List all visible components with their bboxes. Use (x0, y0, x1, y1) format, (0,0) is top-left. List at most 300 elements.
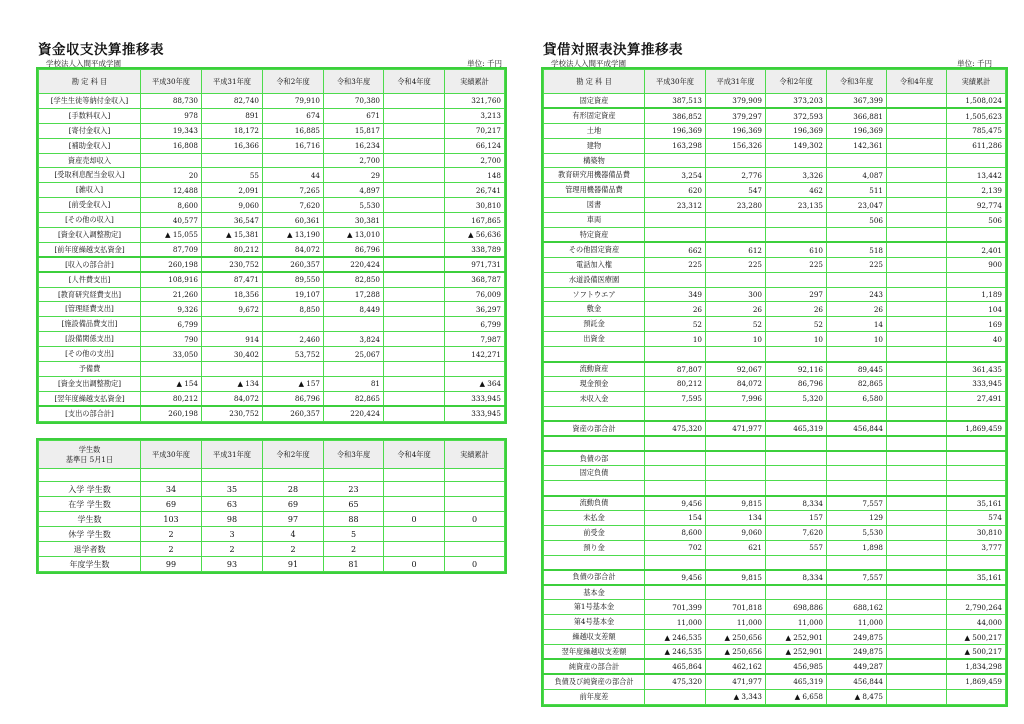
cash-flow-cell: 82,865 (324, 391, 384, 406)
balance-cell (827, 436, 887, 451)
balance-cell: 104 (947, 302, 1006, 317)
student-cell: 34 (141, 482, 202, 497)
balance-cell: 44,000 (947, 615, 1006, 630)
cash-flow-cell (384, 123, 445, 138)
balance-row (544, 659, 1006, 674)
cash-flow-cell: 6,799 (141, 317, 202, 332)
balance-cell: 9,060 (706, 525, 766, 540)
balance-cell: ▲ 252,901 (766, 644, 827, 659)
balance-cell: 465,864 (645, 659, 706, 674)
cash-flow-header-5: 令和4年度 (384, 70, 445, 94)
balance-cell (706, 228, 766, 243)
cash-flow-cell (445, 362, 505, 377)
balance-row (544, 332, 1006, 347)
balance-cell (706, 213, 766, 228)
cash-flow-cell: 6,799 (445, 317, 505, 332)
balance-cell: 2,401 (947, 242, 1006, 257)
balance-cell (706, 466, 766, 481)
cash-flow-cell (263, 153, 324, 168)
balance-row-label: 負債及び純資産の部合計 (544, 674, 645, 689)
balance-cell: 10 (645, 332, 706, 347)
cash-flow-cell (324, 317, 384, 332)
balance-row (544, 600, 1006, 615)
balance-cell: 5,320 (766, 391, 827, 406)
balance-cell: ▲ 246,535 (645, 644, 706, 659)
balance-row (544, 302, 1006, 317)
student-cell (384, 497, 445, 512)
balance-cell (887, 585, 947, 600)
cash-flow-cell (384, 362, 445, 377)
student-cell: 2 (324, 542, 384, 557)
balance-cell (766, 347, 827, 362)
student-cell: 28 (263, 482, 324, 497)
cash-flow-cell: 368,787 (445, 272, 505, 287)
cash-flow-row-label: [手数料収入] (39, 108, 141, 123)
cash-flow-cell: 971,731 (445, 257, 505, 272)
student-cell: 93 (202, 557, 263, 572)
cash-flow-cell: 21,260 (141, 287, 202, 302)
balance-cell: 449,287 (827, 659, 887, 674)
balance-cell (887, 674, 947, 689)
cash-flow-cell (384, 183, 445, 198)
balance-cell: ▲ 246,535 (645, 630, 706, 645)
balance-row-label: 管理用機器備品費 (544, 183, 645, 198)
balance-cell: 373,203 (766, 94, 827, 109)
balance-cell: 900 (947, 257, 1006, 272)
balance-cell: 2,139 (947, 183, 1006, 198)
balance-cell (887, 406, 947, 421)
balance-cell: ▲ 250,656 (706, 644, 766, 659)
cash-flow-cell: ▲ 364 (445, 376, 505, 391)
balance-row-label: 現金預金 (544, 376, 645, 391)
balance-cell (827, 228, 887, 243)
cash-flow-cell: 9,060 (202, 198, 263, 213)
student-cell: 91 (263, 557, 324, 572)
balance-cell: 1,898 (827, 540, 887, 555)
cash-flow-row (39, 302, 505, 317)
balance-cell: ▲ 250,656 (706, 630, 766, 645)
cash-flow-cell: 88,730 (141, 94, 202, 109)
balance-cell: 5,530 (827, 525, 887, 540)
balance-row (544, 525, 1006, 540)
balance-row (544, 183, 1006, 198)
balance-cell: 3,254 (645, 168, 706, 183)
cash-flow-row-label: [資金収入調整勘定] (39, 228, 141, 243)
cash-flow-cell: 108,916 (141, 272, 202, 287)
balance-cell (706, 272, 766, 287)
balance-cell (887, 94, 947, 109)
balance-row-label (544, 481, 645, 496)
balance-cell: 620 (645, 183, 706, 198)
balance-cell (766, 451, 827, 466)
student-row-label: 退学者数 (39, 542, 141, 557)
cash-flow-cell: 20 (141, 168, 202, 183)
student-cell: 81 (324, 557, 384, 572)
balance-row (544, 391, 1006, 406)
balance-cell (887, 600, 947, 615)
balance-row (544, 153, 1006, 168)
balance-row-label: 車両 (544, 213, 645, 228)
cash-flow-row (39, 123, 505, 138)
balance-cell: 547 (706, 183, 766, 198)
cash-flow-cell: 2,091 (202, 183, 263, 198)
balance-row (544, 123, 1006, 138)
cash-flow-cell: ▲ 15,381 (202, 228, 263, 243)
balance-cell (887, 317, 947, 332)
balance-row-label: 敷金 (544, 302, 645, 317)
balance-header-0: 勘 定 科 目 (544, 70, 645, 94)
balance-cell (827, 347, 887, 362)
balance-cell (645, 689, 706, 704)
balance-row-label: 未払金 (544, 510, 645, 525)
cash-flow-header-1: 平成30年度 (141, 70, 202, 94)
cash-flow-cell: 4,897 (324, 183, 384, 198)
balance-row-label: 電話加入権 (544, 257, 645, 272)
balance-cell: 379,297 (706, 108, 766, 123)
balance-row-label: 前年度差 (544, 689, 645, 704)
balance-cell: 23,312 (645, 198, 706, 213)
balance-cell (947, 481, 1006, 496)
balance-cell (887, 525, 947, 540)
balance-cell (887, 332, 947, 347)
balance-cell (706, 436, 766, 451)
student-cell: 2 (141, 527, 202, 542)
balance-row-label: 預り金 (544, 540, 645, 555)
cash-flow-cell: 82,740 (202, 94, 263, 109)
balance-cell: 157 (766, 510, 827, 525)
cash-flow-row (39, 391, 505, 406)
cash-flow-cell: 8,850 (263, 302, 324, 317)
balance-cell (887, 555, 947, 570)
cash-flow-cell (384, 108, 445, 123)
balance-cell: 156,326 (706, 138, 766, 153)
balance-cell: 26 (827, 302, 887, 317)
cash-flow-cell: 76,009 (445, 287, 505, 302)
balance-cell (887, 451, 947, 466)
balance-cell: 333,945 (947, 376, 1006, 391)
balance-row-label: 流動資産 (544, 362, 645, 377)
cash-flow-row-label: [設備関係支出] (39, 332, 141, 347)
student-cell (384, 482, 445, 497)
balance-cell: 611,286 (947, 138, 1006, 153)
balance-cell (947, 272, 1006, 287)
cash-flow-cell: 80,212 (141, 391, 202, 406)
balance-cell: 574 (947, 510, 1006, 525)
cash-flow-row-label: [施設備品費支出] (39, 317, 141, 332)
student-header-cell (39, 441, 141, 469)
cash-flow-cell: 12,488 (141, 183, 202, 198)
student-row (39, 542, 505, 557)
balance-cell: 1,869,459 (947, 421, 1006, 436)
balance-cell: 1,508,024 (947, 94, 1006, 109)
student-cell: 98 (202, 512, 263, 527)
cash-flow-cell: 3,824 (324, 332, 384, 347)
balance-cell (887, 659, 947, 674)
student-spacer-cell (384, 469, 445, 482)
balance-cell: 557 (766, 540, 827, 555)
balance-cell: 7,557 (827, 496, 887, 511)
student-cell (445, 527, 505, 542)
balance-cell (645, 436, 706, 451)
balance-row-label: 教育研究用機器備品費 (544, 168, 645, 183)
balance-row-label: 特定資産 (544, 228, 645, 243)
cash-flow-cell (384, 198, 445, 213)
balance-cell (947, 451, 1006, 466)
balance-cell (887, 123, 947, 138)
balance-row (544, 585, 1006, 600)
student-spacer-cell (445, 469, 505, 482)
balance-cell (645, 466, 706, 481)
balance-cell: 7,595 (645, 391, 706, 406)
balance-cell (645, 585, 706, 600)
cash-flow-row (39, 242, 505, 257)
balance-cell: 386,852 (645, 108, 706, 123)
balance-cell (706, 347, 766, 362)
student-cell (445, 497, 505, 512)
balance-cell: 7,996 (706, 391, 766, 406)
cash-flow-cell: 3,213 (445, 108, 505, 123)
cash-flow-cell: 84,072 (202, 391, 263, 406)
balance-cell: 471,977 (706, 421, 766, 436)
cash-flow-cell: 2,700 (324, 153, 384, 168)
cash-flow-cell: 260,198 (141, 257, 202, 272)
cash-flow-cell: 333,945 (445, 406, 505, 421)
cash-flow-row-label: [前受金収入] (39, 198, 141, 213)
student-header-label: 学生数 (78, 444, 101, 454)
cash-flow-cell (141, 153, 202, 168)
balance-cell (827, 153, 887, 168)
balance-cell (766, 585, 827, 600)
balance-row-label: 固定負債 (544, 466, 645, 481)
cash-flow-cell: 84,072 (263, 242, 324, 257)
cash-flow-cell: 81 (324, 376, 384, 391)
cash-flow-row (39, 376, 505, 391)
balance-cell: 506 (827, 213, 887, 228)
right-title: 貸借対照表決算推移表 (543, 42, 683, 58)
balance-cell: 163,298 (645, 138, 706, 153)
cash-flow-row (39, 406, 505, 421)
balance-cell (645, 451, 706, 466)
student-row (39, 512, 505, 527)
balance-row-label: 未収入金 (544, 391, 645, 406)
cash-flow-cell: 7,620 (263, 198, 324, 213)
balance-cell (887, 376, 947, 391)
student-cell: 69 (141, 497, 202, 512)
cash-flow-cell: 29 (324, 168, 384, 183)
balance-row (544, 570, 1006, 585)
balance-cell (706, 481, 766, 496)
balance-cell: ▲ 3,343 (706, 689, 766, 704)
balance-row (544, 555, 1006, 570)
cash-flow-cell (384, 168, 445, 183)
cash-flow-cell: 17,288 (324, 287, 384, 302)
student-cell: 2 (141, 542, 202, 557)
balance-cell (887, 168, 947, 183)
cash-flow-cell: 55 (202, 168, 263, 183)
balance-cell (887, 108, 947, 123)
student-spacer-cell (263, 469, 324, 482)
cash-flow-cell: 260,357 (263, 406, 324, 421)
cash-flow-cell (324, 362, 384, 377)
cash-flow-cell: 26,741 (445, 183, 505, 198)
balance-row (544, 228, 1006, 243)
balance-cell: ▲ 500,217 (947, 630, 1006, 645)
balance-row (544, 510, 1006, 525)
balance-row-label (544, 347, 645, 362)
balance-row-label: 資産の部合計 (544, 421, 645, 436)
cash-flow-cell (384, 347, 445, 362)
cash-flow-row (39, 317, 505, 332)
balance-cell (947, 228, 1006, 243)
cash-flow-cell: 978 (141, 108, 202, 123)
balance-cell: 80,212 (645, 376, 706, 391)
balance-row-label: ソフトウエア (544, 287, 645, 302)
cash-flow-cell (384, 153, 445, 168)
balance-row (544, 406, 1006, 421)
balance-row (544, 287, 1006, 302)
balance-cell: 465,319 (766, 674, 827, 689)
cash-flow-row-label: [管理経費支出] (39, 302, 141, 317)
balance-cell: 471,977 (706, 674, 766, 689)
cash-flow-row-label: [受取利息配当金収入] (39, 168, 141, 183)
balance-cell (766, 272, 827, 287)
cash-flow-cell: 53,752 (263, 347, 324, 362)
balance-cell: 475,320 (645, 674, 706, 689)
cash-flow-cell: 338,789 (445, 242, 505, 257)
balance-row (544, 630, 1006, 645)
balance-cell (887, 644, 947, 659)
student-cell: 35 (202, 482, 263, 497)
student-base-date: 基準日 5月1日 (65, 454, 114, 464)
balance-cell (947, 153, 1006, 168)
balance-cell: 11,000 (827, 615, 887, 630)
balance-cell: 3,777 (947, 540, 1006, 555)
student-cell: 103 (141, 512, 202, 527)
balance-row (544, 451, 1006, 466)
cash-flow-cell: ▲ 15,055 (141, 228, 202, 243)
balance-cell: 225 (827, 257, 887, 272)
balance-row-label: 負債の部合計 (544, 570, 645, 585)
cash-flow-cell: 19,343 (141, 123, 202, 138)
cash-flow-cell: 40,577 (141, 213, 202, 228)
cash-flow-row (39, 272, 505, 287)
balance-row-label: 繰越収支差額 (544, 630, 645, 645)
student-row-label: 年度学生数 (39, 557, 141, 572)
cash-flow-row-label: [雑収入] (39, 183, 141, 198)
cash-flow-cell: 86,796 (263, 391, 324, 406)
balance-cell (887, 153, 947, 168)
cash-flow-row (39, 153, 505, 168)
balance-cell: 243 (827, 287, 887, 302)
balance-cell: 8,334 (766, 496, 827, 511)
balance-cell: 23,047 (827, 198, 887, 213)
balance-cell: 169 (947, 317, 1006, 332)
balance-row-label: 固定資産 (544, 94, 645, 109)
balance-cell (706, 406, 766, 421)
student-cell: 2 (202, 542, 263, 557)
student-spacer-cell (141, 469, 202, 482)
balance-cell: 2,776 (706, 168, 766, 183)
balance-cell: 3,326 (766, 168, 827, 183)
balance-cell: 610 (766, 242, 827, 257)
cash-flow-row (39, 332, 505, 347)
balance-cell: ▲ 252,901 (766, 630, 827, 645)
cash-flow-cell: 333,945 (445, 391, 505, 406)
balance-row (544, 644, 1006, 659)
balance-cell (947, 555, 1006, 570)
balance-cell: 6,580 (827, 391, 887, 406)
cash-flow-cell: 9,672 (202, 302, 263, 317)
balance-row-label: 構築物 (544, 153, 645, 168)
cash-flow-cell: 8,449 (324, 302, 384, 317)
cash-flow-cell: 70,380 (324, 94, 384, 109)
balance-cell: 387,513 (645, 94, 706, 109)
cash-flow-cell: 7,265 (263, 183, 324, 198)
balance-row (544, 466, 1006, 481)
balance-cell: 52 (706, 317, 766, 332)
balance-cell: 10 (706, 332, 766, 347)
balance-cell (887, 615, 947, 630)
cash-flow-cell (384, 138, 445, 153)
student-cell: 0 (384, 512, 445, 527)
balance-cell (887, 630, 947, 645)
cash-flow-cell: 80,212 (202, 242, 263, 257)
balance-cell: 475,320 (645, 421, 706, 436)
student-row-label: 学生数 (39, 512, 141, 527)
balance-cell (887, 362, 947, 377)
balance-cell: 86,796 (766, 376, 827, 391)
cash-flow-cell: 79,910 (263, 94, 324, 109)
student-cell: 65 (324, 497, 384, 512)
cash-flow-cell: 25,067 (324, 347, 384, 362)
balance-cell: 9,456 (645, 496, 706, 511)
balance-cell (766, 228, 827, 243)
cash-flow-cell: 30,810 (445, 198, 505, 213)
balance-row (544, 376, 1006, 391)
cash-flow-row-label: [教育研究経費支出] (39, 287, 141, 302)
balance-cell (947, 466, 1006, 481)
cash-flow-row (39, 347, 505, 362)
balance-cell: 7,557 (827, 570, 887, 585)
balance-cell: 225 (706, 257, 766, 272)
cash-flow-cell: 16,716 (263, 138, 324, 153)
balance-cell: 9,456 (645, 570, 706, 585)
cash-flow-cell: 5,530 (324, 198, 384, 213)
balance-cell (766, 466, 827, 481)
cash-flow-header-0: 勘 定 科 目 (39, 70, 141, 94)
cash-flow-cell: 220,424 (324, 406, 384, 421)
balance-cell: 10 (827, 332, 887, 347)
balance-cell: 26 (766, 302, 827, 317)
student-cell: 88 (324, 512, 384, 527)
balance-cell: 30,810 (947, 525, 1006, 540)
balance-cell: 366,881 (827, 108, 887, 123)
student-cell: 0 (445, 557, 505, 572)
balance-cell (887, 347, 947, 362)
cash-flow-cell: ▲ 157 (263, 376, 324, 391)
student-cell: 5 (324, 527, 384, 542)
cash-flow-row-label: [その他の支出] (39, 347, 141, 362)
cash-flow-cell: ▲ 13,190 (263, 228, 324, 243)
cash-flow-cell (202, 153, 263, 168)
cash-flow-row (39, 108, 505, 123)
balance-cell: 149,302 (766, 138, 827, 153)
student-row (39, 527, 505, 542)
student-header-1: 平成31年度 (202, 441, 263, 469)
balance-cell: 11,000 (766, 615, 827, 630)
cash-flow-cell: 66,124 (445, 138, 505, 153)
student-cell: 3 (202, 527, 263, 542)
